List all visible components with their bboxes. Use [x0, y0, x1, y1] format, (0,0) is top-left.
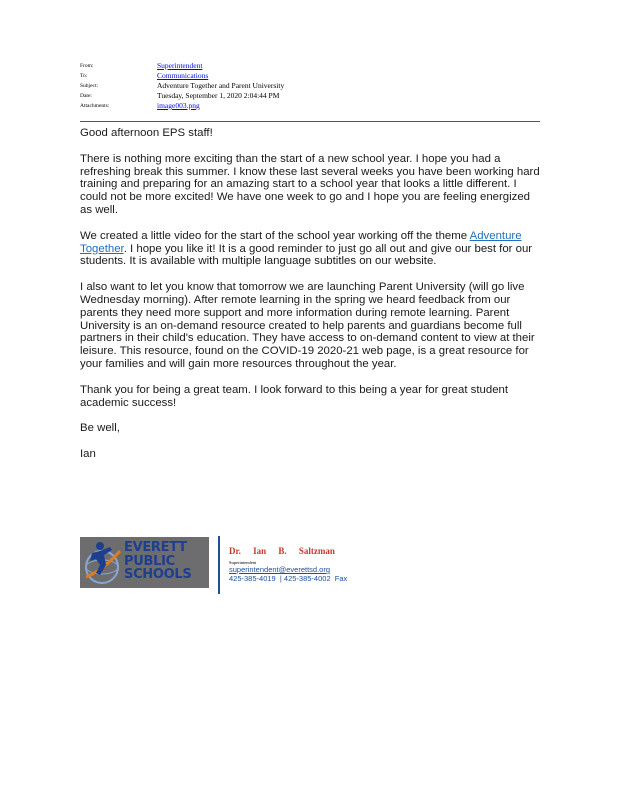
attachments-row	[80, 101, 540, 111]
closing: Be well,	[80, 422, 120, 435]
date-value: Tuesday, September 1, 2020 2:04:44 PM	[157, 91, 280, 100]
greeting: Good afternoon EPS staff!	[80, 127, 213, 139]
paragraph-thanks: Thank you for being a great team. I look forward to this being a year for great student academic success!	[80, 383, 509, 409]
from-row	[80, 61, 540, 71]
everett-public-schools-logo	[80, 537, 209, 588]
subject-value: Adventure Together and Parent University	[157, 81, 285, 90]
to-link[interactable]: Communications	[157, 71, 209, 80]
email-body	[80, 127, 542, 461]
adventure-together-link[interactable]: Adventure Together	[80, 229, 522, 255]
paragraph-intro: There is nothing more exciting than the start of a new school year. I hope you had a refreshing break this summer. I know these last several weeks you have been working hard training and preparing for an amazing start to a school year that looks a little different. I could not be more excited! We have one week to go and I hope you are feeling energized as well.	[80, 152, 540, 216]
paragraph-parent-university: I also want to let you know that tomorrow we are launching Parent University (will go live Wednesday morning). After remote learning in the spring we heard feedback from our parents they need more support and more information during remote learning. Parent University is an on-demand resource created to help parents and guardians become full partners in their child's education. They have access to on-demand content to view at their leisure. This resource, found on the COVID-19 2020-21 web page, is a great resource for your families and will gain more resources throughout the year.	[80, 281, 535, 370]
attachments-label: Attachments:	[80, 103, 110, 109]
signature-email-link[interactable]: superintendent@everettsd.org	[229, 565, 331, 574]
subject-label: Subject:	[80, 83, 99, 89]
header-divider	[80, 121, 540, 122]
from-label: From:	[80, 63, 94, 69]
video-text-after: . I hope you like it! It is a good reminder to just go all out and give our best for our students. It is available with multiple language subtitles on our website.	[80, 242, 533, 268]
signature-name: Dr. Ian B. Saltzman	[229, 546, 335, 556]
signature-divider	[218, 536, 220, 594]
date-label: Date:	[80, 93, 92, 99]
subject-row	[80, 81, 540, 91]
attachment-link[interactable]: image003.png	[157, 101, 200, 110]
video-text-before: We created a little video for the start of the school year working off the theme	[80, 229, 470, 242]
logo-line-2: PUBLIC	[124, 553, 175, 569]
signature-title: Superintendent	[229, 560, 257, 565]
logo-line-1: EVERETT	[124, 540, 187, 555]
to-label: To:	[80, 73, 88, 79]
date-row	[80, 91, 540, 101]
paragraph-video	[80, 230, 542, 268]
logo-line-3: SCHOOLS	[124, 567, 192, 582]
to-row	[80, 71, 540, 81]
signature-phones: 425-385-4019 | 425-385-4002 Fax	[229, 574, 348, 583]
sender-name: Ian	[80, 448, 96, 461]
email-header	[80, 61, 540, 111]
from-link[interactable]: Superintendent	[157, 61, 203, 70]
logo-wordmark	[124, 541, 191, 582]
